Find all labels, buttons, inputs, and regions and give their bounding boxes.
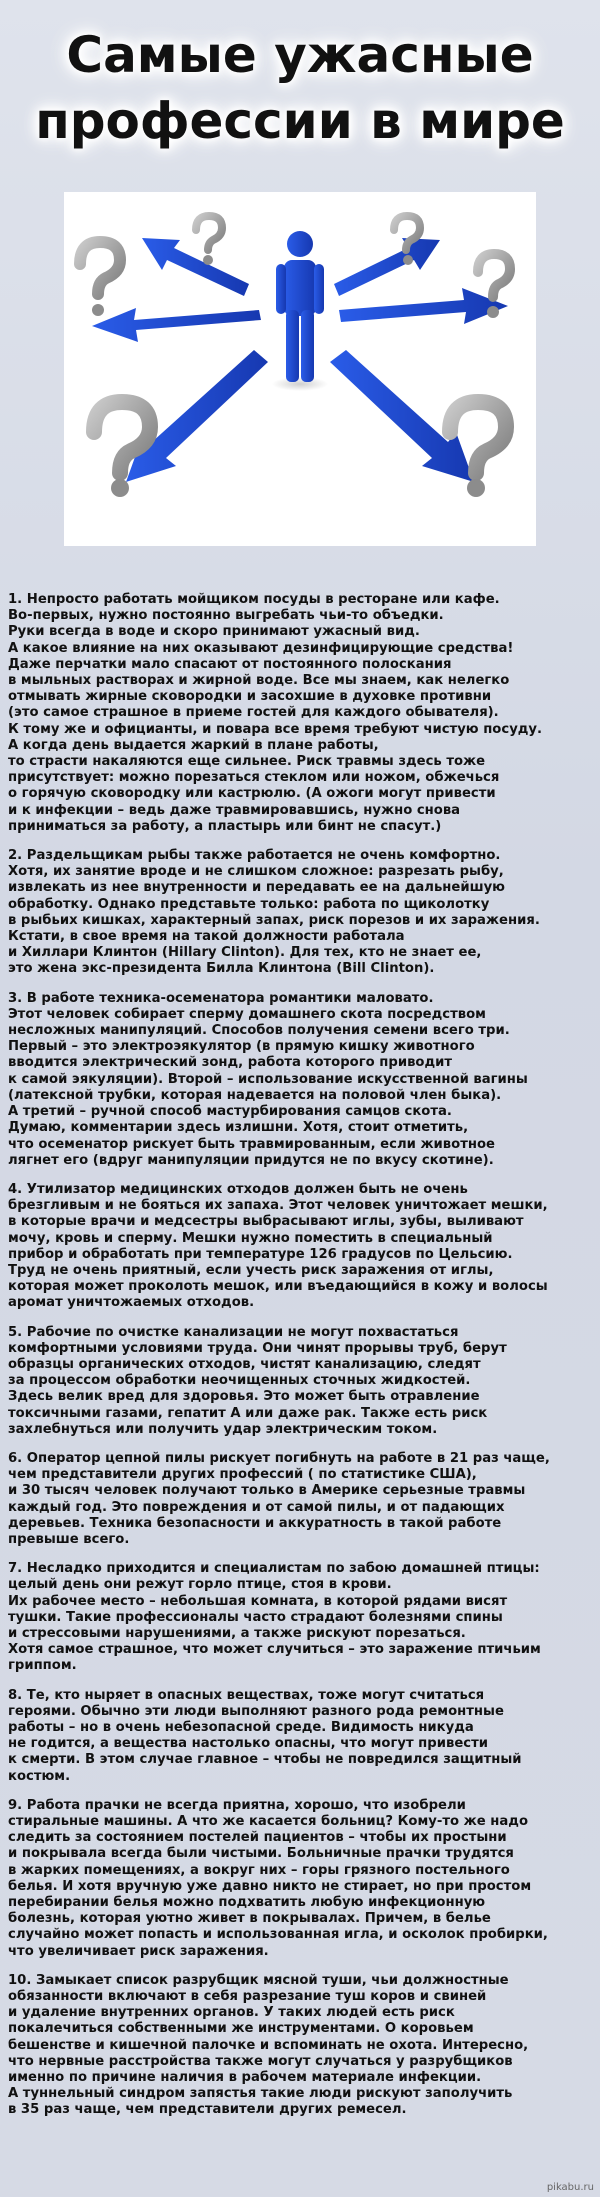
paragraph-line: целый день они режут горло птице, стоя в крови. (8, 1577, 392, 1593)
paragraph-line: 5. Рабочие по очистке канализации не могут похвастаться (8, 1324, 459, 1340)
paragraph-line: Труд не очень приятный, если учесть риск заражения от иглы, (8, 1262, 494, 1278)
person-figure-icon (276, 231, 324, 382)
paragraph-line: костюм. (8, 1768, 71, 1784)
paragraph-line: присутствует: можно порезаться стеклом или ножом, обжечься (8, 770, 500, 786)
paragraph-line: комфортными условиями труда. Они чинят прорывы труб, берут (8, 1340, 507, 1356)
article-paragraph (8, 1973, 592, 2119)
paragraph-line: (латексной трубки, которая надевается на половой член быка). (8, 1087, 502, 1103)
paragraph-line: что осеменатор рискует быть травмированным, если животное (8, 1136, 495, 1152)
paragraph-line: Хотя самое страшное, что может случиться – это заражение птичьим (8, 1642, 541, 1658)
paragraph-line: Этот человек собирает сперму домашнего скота посредством (8, 1006, 486, 1022)
paragraph-line: в мыльных растворах и жирной воде. Все мы знаем, как нелегко (8, 673, 510, 689)
article-paragraph (8, 848, 592, 978)
question-mark-icon (478, 254, 510, 297)
article-paragraph (8, 1451, 592, 1548)
paragraph-line: аромат уничтожаемых отходов. (8, 1295, 255, 1311)
paragraph-line: 7. Несладко приходится и специалистам по забою домашней птицы: (8, 1561, 540, 1577)
figure-shadow (272, 377, 328, 391)
paragraph-line: и стрессовыми нарушениями, а также рискуют порезаться. (8, 1625, 466, 1641)
paragraph-line: приниматься за работу, а пластырь или бинт не спасут.) (8, 818, 442, 834)
paragraph-line: образцы органических отходов, чистят канализацию, следят (8, 1356, 481, 1372)
paragraph-line: к самой эякуляции). Второй – использование искусственной вагины (8, 1071, 528, 1087)
paragraph-line: и к инфекции – ведь даже травмировавшись, нужно снова (8, 802, 461, 818)
paragraph-line: за процессом обработки неочищенных сточных жидкостей. (8, 1373, 471, 1389)
paragraph-line: Руки всегда в воде и скоро принимают ужасный вид. (8, 624, 420, 640)
paragraph-line: 4. Утилизатор медицинских отходов должен быть не очень (8, 1181, 468, 1197)
paragraph-line: токсичными газами, гепатит А или даже рак. Также есть риск (8, 1405, 488, 1421)
paragraph-line: то страсти накаляются еще сильнее. Риск травмы здесь тоже (8, 754, 486, 770)
paragraph-line: Первый – это электроэякулятор (в прямую кишку животного (8, 1039, 475, 1055)
title-line-2: профессии в мире (35, 92, 565, 150)
paragraph-line: деревьев. Техника безопасности и аккуратность в такой работе (8, 1515, 502, 1531)
paragraph-line: захлебнуться или получить удар электрическим током. (8, 1421, 438, 1437)
paragraph-line: и 30 тысяч человек получают только в Америке серьезные травмы (8, 1483, 526, 1499)
watermark: pikabu.ru (546, 2182, 594, 2193)
paragraph-line: А какое влияние на них оказывают дезинфицирующие средства! (8, 640, 514, 656)
paragraph-line: следить за состоянием постелей пациентов – чтобы их простыни (8, 1830, 507, 1846)
paragraph-line: не годится, а вещества настолько опасны, что могут привести (8, 1736, 488, 1752)
paragraph-line: обработку. Однако представьте только: работа по щиколотку (8, 896, 490, 912)
paragraph-line: героями. Обычно эти люди выполняют разного рода ремонтные (8, 1703, 504, 1719)
paragraph-line: что увеличивает риск заражения. (8, 1943, 269, 1959)
paragraph-line: о горячую сковородку или кастрюлю. (А ожоги могут привести (8, 786, 496, 802)
arrow-upper-left-icon (142, 238, 249, 296)
paragraph-line: тушки. Такие профессионалы часто страдают болезнями спины (8, 1609, 503, 1625)
paragraph-line: и удаление внутренних органов. У таких людей есть риск (8, 2005, 455, 2021)
paragraph-line: перебирании белья можно подхватить любую инфекционную (8, 1895, 486, 1911)
paragraph-line: которая может проколоть мешок, или въедающийся в кожу и волосы (8, 1279, 548, 1295)
paragraph-line: 10. Замыкает список разрубщик мясной туши, чьи должностные (8, 1972, 509, 1988)
paragraph-line: покалечиться собственными же инструментами. О коровьем (8, 2021, 474, 2037)
arrow-right-icon (339, 288, 508, 324)
paragraph-line: Хотя, их занятие вроде и не слишком сложное: разрезать рыбу, (8, 864, 504, 880)
paragraph-line: бешенстве и кишечной палочке и вспоминать не охота. Интересно, (8, 2037, 529, 2053)
paragraph-line: болезнь, которая уютно живет в покрывалах. Причем, в белье (8, 1911, 491, 1927)
question-mark-icon (80, 242, 120, 294)
article-paragraph (8, 991, 592, 1169)
article-paragraph (8, 1798, 592, 1960)
paragraph-line: работы – но в очень небезопасной среде. Видимость никуда (8, 1720, 474, 1735)
paragraph-line: превыше всего. (8, 1531, 130, 1547)
paragraph-line: стиральные машины. А что же касается больниц? Кому-то же надо (8, 1814, 528, 1830)
paragraph-line: в рыбьих кишках, характерный запах, риск порезов и их заражения. (8, 912, 540, 928)
paragraph-line: Во-первых, нужно постоянно выгребать чьи-то объедки. (8, 608, 444, 624)
article-paragraph (8, 1561, 592, 1674)
paragraph-line: в жарких помещениях, а вокруг них – горы грязного постельного (8, 1862, 510, 1878)
arrow-left-icon (92, 308, 261, 342)
paragraph-line: каждый год. Это повреждения и от самой пилы, и от падающих (8, 1499, 505, 1515)
question-mark-icon (196, 216, 222, 250)
paragraph-line: и Хиллари Клинтон (Hillary Clinton). Для тех, кто не знает ее, (8, 945, 482, 961)
paragraph-line: вводится электрический зонд, работа которого приводит (8, 1055, 453, 1071)
paragraph-line: Здесь велик вред для здоровья. Это может быть отравление (8, 1389, 480, 1405)
paragraph-line: Кстати, в свое время на такой должности работала (8, 929, 405, 945)
article-title (0, 8, 600, 168)
paragraph-line: 6. Оператор цепной пилы рискует погибнуть на работе в 21 раз чаще, (8, 1450, 550, 1466)
paragraph-line: мочу, кровь и сперму. Мешки нужно поместить в специальный (8, 1230, 493, 1246)
paragraph-line: случайно может попасть и использованная игла, и осколок пробирки, (8, 1927, 548, 1943)
paragraph-line: А когда день выдается жаркий в плане работы, (8, 737, 379, 753)
paragraph-line: отмывать жирные сковородки и засохшие в духовке противни (8, 689, 492, 705)
paragraph-line: А третий – ручной способ мастурбирования самцов скота. (8, 1104, 452, 1120)
paragraph-line: 8. Те, кто ныряет в опасных веществах, тоже могут считаться (8, 1687, 485, 1703)
article-text (8, 592, 592, 2132)
paragraph-line: Их рабочее место – небольшая комната, в которой рядами висят (8, 1593, 508, 1609)
paragraph-line: Думаю, комментарии здесь излишни. Хотя, стоит отметить, (8, 1120, 469, 1136)
article-paragraph (8, 592, 592, 835)
paragraph-line: извлекать из нее внутренности и передавать ее на дальнейшую (8, 880, 505, 896)
title-line-1: Самые ужасные (66, 26, 534, 84)
illustration-svg (64, 192, 536, 546)
article-paragraph (8, 1688, 592, 1785)
paragraph-line: к смерти. В этом случае главное – чтобы не повредился защитный (8, 1752, 522, 1768)
paragraph-line: Даже перчатки мало спасают от постоянного полоскания (8, 656, 452, 672)
paragraph-line: лягнет его (вдруг манипуляции придутся не по вкусу скотине). (8, 1152, 494, 1168)
paragraph-line: и покрывала всегда были чистыми. Больничные прачки трудятся (8, 1846, 514, 1862)
paragraph-line: А туннельный синдром запястья такие люди рискуют заполучить (8, 2086, 513, 2102)
article-illustration (64, 192, 536, 546)
paragraph-line: 3. В работе техника-осеменатора романтики маловато. (8, 990, 434, 1006)
paragraph-line: чем представители других профессий ( по статистике США), (8, 1467, 477, 1483)
article-paragraph (8, 1325, 592, 1438)
paragraph-line: 1. Непросто работать мойщиком посуды в ресторане или кафе. (8, 592, 500, 607)
paragraph-line: К тому же и официанты, и повара все время требуют чистую посуду. (8, 721, 543, 737)
paragraph-line: гриппом. (8, 1658, 77, 1674)
paragraph-line: 2. Раздельщикам рыбы также работается не очень комфортно. (8, 848, 501, 864)
arrow-upper-right-icon (334, 238, 440, 296)
paragraph-line: что нервные расстройства также могут случаться у разрубщиков (8, 2053, 513, 2069)
paragraph-line: в 35 раз чаще, чем представители других ремесел. (8, 2102, 407, 2118)
paragraph-line: 9. Работа прачки не всегда приятна, хорошо, что изобрели (8, 1797, 466, 1813)
paragraph-line: это жена экс-президента Билла Клинтона (Bill Clinton). (8, 961, 435, 977)
paragraph-line: обязанности включают в себя разрезание туш коров и свиней (8, 1989, 487, 2005)
paragraph-line: прибор и обработать при температуре 126 градусов по Цельсию. (8, 1246, 513, 1262)
paragraph-line: брезгливым и не бояться их запаха. Этот человек уничтожает мешки, (8, 1198, 548, 1214)
paragraph-line: в которые врачи и медсестры выбрасывают иглы, зубы, выливают (8, 1214, 524, 1230)
paragraph-line: (это самое страшное в приеме гостей для каждого обывателя). (8, 705, 499, 721)
article-paragraph (8, 1182, 592, 1312)
paragraph-line: белья. И хотя вручную уже давно никто не стирает, но при простом (8, 1878, 532, 1894)
paragraph-line: именно по причине наличия в рабочем материале инфекции. (8, 2070, 482, 2086)
paragraph-line: несложных манипуляций. Способов получения семени всего три. (8, 1023, 510, 1039)
